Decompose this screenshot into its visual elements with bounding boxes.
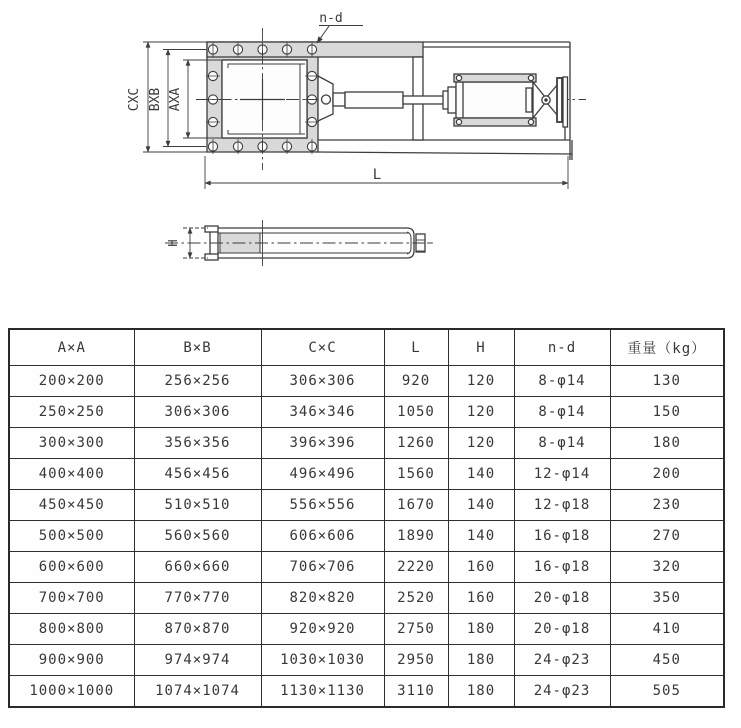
table-cell: 8-φ14 [514,366,610,397]
table-cell: 230 [610,490,724,521]
table-cell: 2520 [384,583,448,614]
col-header-weight: 重量（kg） [610,329,724,366]
table-cell: 8-φ14 [514,428,610,459]
table-cell: 24-φ23 [514,676,610,708]
table-cell: 1260 [384,428,448,459]
end-coupling [533,77,568,140]
col-header-nd: n-d [514,329,610,366]
table-row [9,614,724,645]
table-cell: 8-φ14 [514,397,610,428]
table-row [9,490,724,521]
nd-label: n-d [319,11,343,26]
table-cell: 1050 [384,397,448,428]
table-cell: 1130×1130 [261,676,384,708]
table-row [9,645,724,676]
table-cell: 160 [448,583,514,614]
cxc-label: CXC [127,87,142,112]
table-row [9,676,724,708]
nd-callout [317,11,363,43]
table-cell: 1074×1074 [134,676,261,708]
col-header-h: H [448,329,514,366]
col-header-cxc: C×C [261,329,384,366]
bxb-label: BXB [148,87,163,112]
table-cell: 180 [610,428,724,459]
table-header-row [9,329,724,366]
table-row [9,521,724,552]
plan-view [127,11,586,189]
table-cell: 3110 [384,676,448,708]
table-cell: 496×496 [261,459,384,490]
table-cell: 346×346 [261,397,384,428]
table-cell: 500×500 [9,521,134,552]
table-cell: 306×306 [261,366,384,397]
table-cell: 600×600 [9,552,134,583]
h-label: H [166,239,180,247]
table-row [9,552,724,583]
table-cell: 16-φ18 [514,552,610,583]
table-cell: 140 [448,459,514,490]
spec-table-body [9,366,724,708]
stem-assembly [318,76,456,121]
table-cell: 16-φ18 [514,521,610,552]
table-cell: 140 [448,521,514,552]
table-cell: 510×510 [134,490,261,521]
table-cell: 200 [610,459,724,490]
table-cell: 456×456 [134,459,261,490]
table-cell: 700×700 [9,583,134,614]
table-cell: 320 [610,552,724,583]
table-cell: 900×900 [9,645,134,676]
table-cell: 800×800 [9,614,134,645]
table-cell: 160 [448,552,514,583]
table-row [9,366,724,397]
side-view [165,220,433,266]
table-row [9,428,724,459]
table-cell: 306×306 [134,397,261,428]
actuator-cylinder [454,74,536,126]
table-cell: 450 [610,645,724,676]
table-cell: 450×450 [9,490,134,521]
table-cell: 556×556 [261,490,384,521]
table-cell: 706×706 [261,552,384,583]
table-cell: 505 [610,676,724,708]
l-label: L [372,167,382,183]
table-cell: 396×396 [261,428,384,459]
table-cell: 140 [448,490,514,521]
table-cell: 1030×1030 [261,645,384,676]
table-cell: 120 [448,397,514,428]
table-cell: 20-φ18 [514,614,610,645]
col-header-l: L [384,329,448,366]
table-cell: 410 [610,614,724,645]
height-dimension [166,228,208,258]
table-cell: 400×400 [9,459,134,490]
spec-table [8,328,725,708]
table-cell: 350 [610,583,724,614]
table-cell: 180 [448,614,514,645]
table-cell: 180 [448,676,514,708]
table-cell: 24-φ23 [514,645,610,676]
table-row [9,397,724,428]
table-cell: 660×660 [134,552,261,583]
table-cell: 820×820 [261,583,384,614]
table-cell: 1560 [384,459,448,490]
table-cell: 120 [448,366,514,397]
table-cell: 1000×1000 [9,676,134,708]
length-dimension [205,156,568,189]
table-cell: 1670 [384,490,448,521]
table-cell: 20-φ18 [514,583,610,614]
axa-label: AXA [168,87,183,112]
table-cell: 560×560 [134,521,261,552]
col-header-axa: A×A [9,329,134,366]
table-cell: 2750 [384,614,448,645]
table-cell: 130 [610,366,724,397]
table-cell: 12-φ18 [514,490,610,521]
valve-technical-drawing [0,0,741,322]
table-cell: 2950 [384,645,448,676]
table-cell: 1890 [384,521,448,552]
table-cell: 606×606 [261,521,384,552]
table-cell: 2220 [384,552,448,583]
col-header-bxb: B×B [134,329,261,366]
table-cell: 974×974 [134,645,261,676]
table-cell: 920×920 [261,614,384,645]
table-cell: 150 [610,397,724,428]
table-cell: 270 [610,521,724,552]
table-cell: 200×200 [9,366,134,397]
table-cell: 920 [384,366,448,397]
table-row [9,583,724,614]
table-cell: 180 [448,645,514,676]
spec-table-section [8,328,723,708]
table-cell: 356×356 [134,428,261,459]
table-cell: 250×250 [9,397,134,428]
table-cell: 870×870 [134,614,261,645]
table-cell: 120 [448,428,514,459]
table-cell: 770×770 [134,583,261,614]
table-cell: 12-φ14 [514,459,610,490]
table-cell: 256×256 [134,366,261,397]
table-cell: 300×300 [9,428,134,459]
table-row [9,459,724,490]
